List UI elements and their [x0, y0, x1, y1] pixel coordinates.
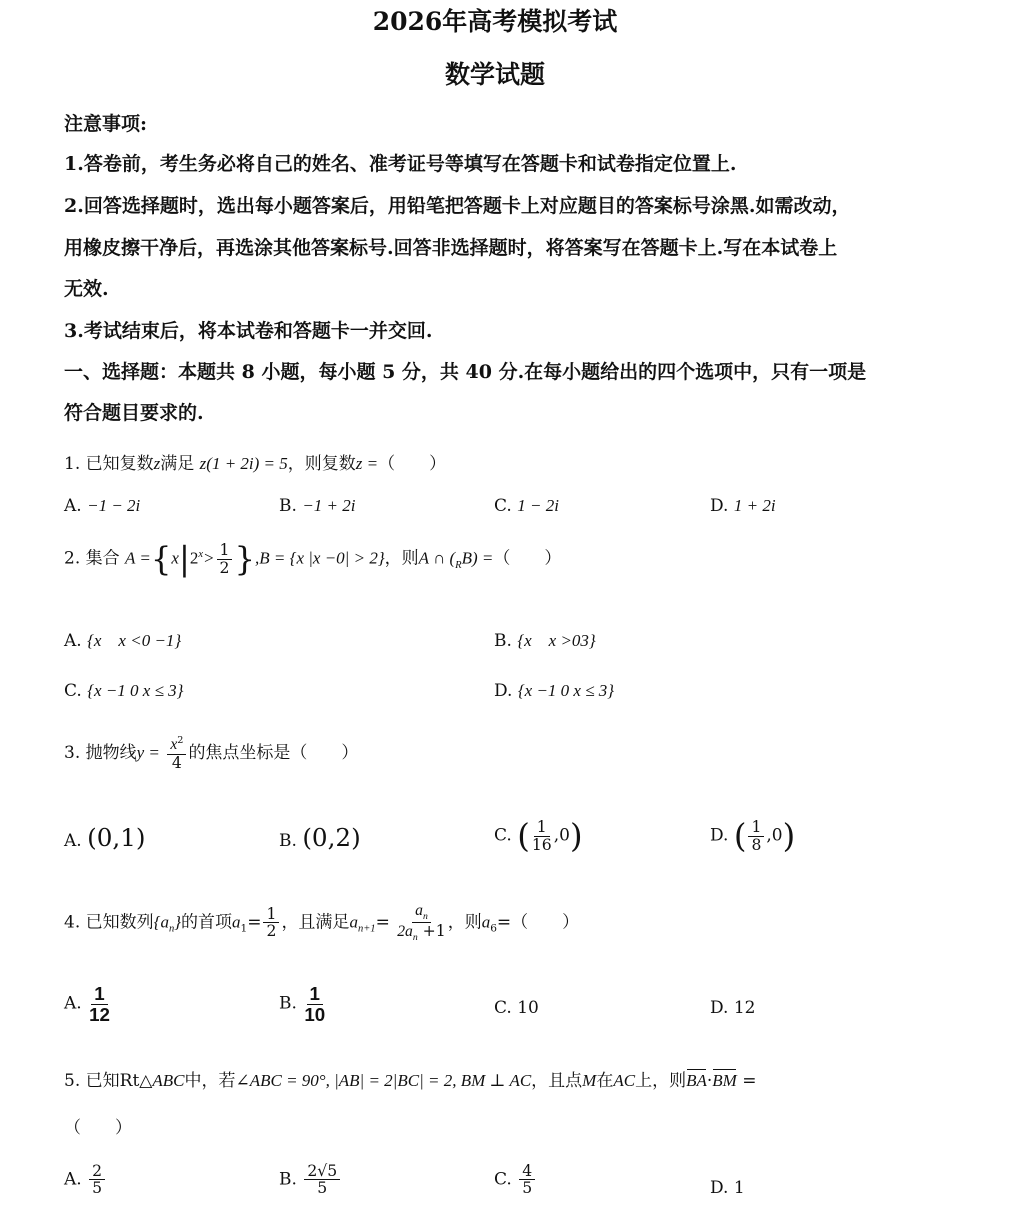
q3-option-c: C. ( $\frac{1}{16}$ ,0)	[494, 817, 583, 855]
notice-item-2-line-1: 2.回答选择题时，选出每小题答案后，用铅笔把答题卡上对应题目的答案标号涂黑.如需改动，	[64, 195, 851, 217]
question-3-stem: 3. 抛物线y = $\frac{x^2}{4}$ 的焦点坐标是（ ）	[64, 735, 359, 772]
q2-option-a: A. {x x <0 −1}	[64, 631, 182, 651]
q3-option-b: B. (0,2)	[279, 823, 361, 852]
answer-blank: （ ）	[493, 548, 562, 569]
vector-bm: BM	[712, 1071, 737, 1090]
fraction-one-half: $\frac{1}{2}$	[263, 906, 279, 940]
question-number: 1.	[64, 454, 81, 474]
q4-option-b: B. $\frac{1}{10}$	[279, 983, 326, 1025]
vector-ba: BA	[686, 1071, 707, 1090]
notice-item-2-line-3: 无效.	[64, 278, 109, 300]
exam-subtitle: 数学试题	[444, 60, 545, 89]
notice-item-3: 3.考试结束后，将本试卷和答题卡一并交回.	[64, 320, 433, 342]
q1-option-b: B. −1 + 2i	[279, 496, 356, 516]
q4-option-c: C. 10	[494, 998, 539, 1018]
q3-option-d: D. ( $\frac{1}{8}$ ,0)	[710, 817, 796, 855]
q5-option-d: D. 1	[710, 1178, 745, 1198]
question-number: 4.	[64, 912, 81, 933]
question-number: 2.	[64, 548, 81, 569]
q1-option-a: A. −1 − 2i	[64, 496, 141, 516]
notice-heading: 注意事项:	[64, 113, 148, 135]
q1-option-c: C. 1 − 2i	[494, 496, 559, 516]
q2-option-b: B. {x x >03}	[494, 631, 596, 651]
answer-blank: （ ）	[378, 454, 447, 474]
recurrence-fraction: $\frac{a_n}{2a_n +1}$	[397, 902, 446, 944]
exam-title: 2026年高考模拟考试	[372, 7, 618, 36]
question-1-stem: 1. 已知复数z满足 z(1 + 2i) = 5，则复数z =（ ）	[64, 454, 447, 474]
notice-item-2-line-2: 用橡皮擦干净后，再选涂其他答案标号.回答非选择题时，将答案写在答题卡上.写在本试卷上	[64, 237, 838, 259]
answer-blank: （ ）	[511, 912, 580, 933]
fraction-one-half: $\frac{1}{2}$	[217, 542, 233, 576]
question-5-stem: 5. 已知Rt△ABC中，若∠ABC = 90°, |AB| = 2|BC| = 2, BM ⊥ AC，且点M在AC上，则BA·BM =	[64, 1071, 757, 1091]
q2-option-d: D. {x −1 0 x ≤ 3}	[494, 681, 615, 701]
fraction-x-squared-over-4: $\frac{x^2}{4}$	[167, 736, 186, 771]
q5-option-b: B. $\frac{2√5}{5}$	[279, 1163, 342, 1197]
question-number: 5.	[64, 1071, 81, 1091]
q5-option-a: A. $\frac{2}{5}$	[64, 1163, 107, 1197]
q1-option-d: D. 1 + 2i	[710, 496, 776, 516]
question-4-stem: 4. 已知数列$\{a_n\}$的首项$a_1=$ $\frac{1}{2}$ ，且满足$a_{n+1}=$ $\frac{a_n}{2a_n +1}$ ，则$a_6=$（ ）	[64, 902, 580, 944]
section-header-line-2: 符合题目要求的.	[64, 402, 204, 424]
question-number: 3.	[64, 743, 81, 764]
q4-option-d: D. 12	[710, 998, 756, 1018]
equation: z(1 + 2i) = 5	[199, 454, 288, 473]
q4-option-a: A. $\frac{1}{12}$	[64, 983, 110, 1025]
q2-option-c: C. {x −1 0 x ≤ 3}	[64, 681, 184, 701]
q3-option-a: A. (0,1)	[64, 823, 146, 852]
notice-item-1: 1.答卷前，考生务必将自己的姓名、准考证号等填写在答题卡和试卷指定位置上.	[64, 153, 737, 175]
question-2-stem: 2. 集合 $A =\{x|2^x>$ $\frac{1}{2}$ },B = {x |x −0| > 2}，则A ∩ $(_RB)$ =（ ）	[64, 540, 562, 578]
condition-equation: ∠ABC = 90°, |AB| = 2|BC| = 2, BM ⊥ AC	[235, 1071, 532, 1090]
question-5-answer-blank: （ ）	[64, 1118, 132, 1138]
q5-option-c: C. $\frac{4}{5}$	[494, 1163, 537, 1197]
section-header-line-1: 一、选择题：本题共 8 小题，每小题 5 分，共 40 分.在每小题给出的四个选项中，只有一项是	[64, 361, 867, 383]
